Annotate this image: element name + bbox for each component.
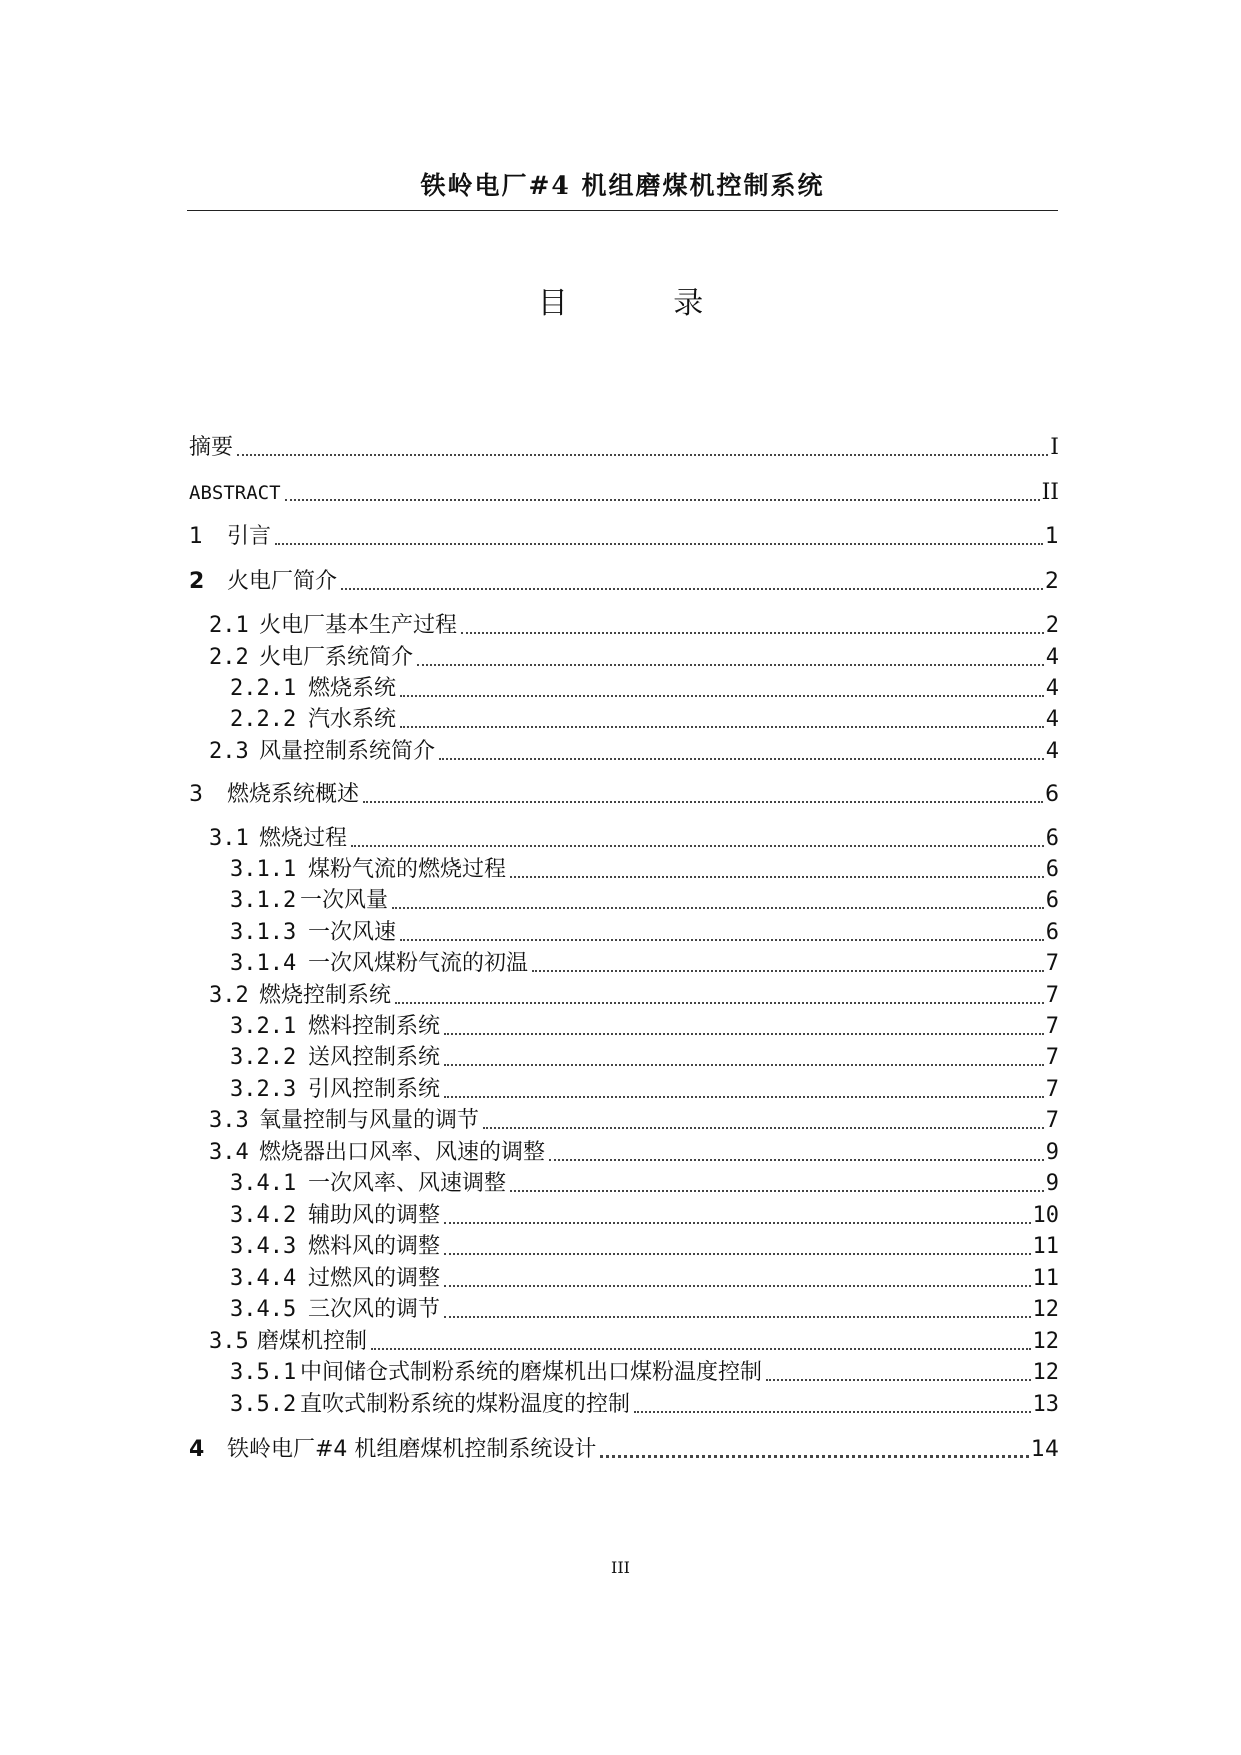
toc-entry-label: 引言 [227,524,272,549]
toc-entry-page: 2 [1045,613,1059,638]
toc-entry-subsection-3-4-2[interactable] [189,1200,1059,1230]
toc-entry-label: 燃料风的调整 [308,1234,441,1259]
toc-entry-page: 4 [1045,739,1059,764]
toc-entry-section-2-3[interactable] [189,736,1059,766]
toc-entry-page: 9 [1045,1140,1059,1165]
toc-entry-page: 6 [1045,888,1059,913]
dot-leader [510,872,1044,878]
toc-entry-page: 12 [1032,1329,1059,1354]
toc-entry-subsection-3-5-1[interactable] [189,1357,1059,1387]
dot-leader [351,841,1044,847]
toc-entry-number: 3.5 [209,1329,249,1354]
dot-leader [444,1092,1044,1098]
toc-entry-label: 氧量控制与风量的调节 [259,1108,480,1133]
toc-entry-page: 10 [1032,1203,1059,1228]
toc-entry-chapter-3[interactable] [189,779,1059,809]
toc-entry-page: 7 [1045,1077,1059,1102]
dot-leader [444,1312,1030,1318]
toc-entry-page: 1 [1045,524,1059,549]
toc-entry-label: 燃烧控制系统 [259,983,392,1008]
toc-entry-page: 6 [1045,920,1059,945]
toc-entry-page: 13 [1032,1392,1059,1417]
toc-entry-page: 7 [1045,1108,1059,1133]
toc-entry-page: II [1041,480,1059,505]
toc-entry-label: ABSTRACT [189,482,281,504]
toc-entry-section-2-2[interactable] [189,642,1059,672]
dot-leader [392,903,1044,909]
toc-entry-number: 2.1 [209,613,249,638]
toc-entry-label: 煤粉气流的燃烧过程 [308,857,507,882]
toc-entry-label: 摘要 [189,435,234,460]
toc-entry-page: 7 [1045,1045,1059,1070]
toc-entry-page: 4 [1045,645,1059,670]
toc-entry-number: 3.5.1 [230,1360,297,1385]
dot-leader [444,1249,1030,1255]
toc-entry-subsection-3-4-1[interactable] [189,1168,1059,1198]
toc-entry-label: 燃烧系统 [308,676,397,701]
toc-entry-number: 2.3 [209,739,249,764]
dot-leader [371,1344,1030,1350]
toc-entry-subsection-3-1-1[interactable] [189,854,1059,884]
toc-entry-number: 3.4.1 [230,1171,297,1196]
toc-entry-page: 11 [1032,1266,1059,1291]
toc-entry-page: 6 [1045,782,1059,807]
toc-entry-number: 3.2.1 [230,1014,297,1039]
toc-entry-section-3-3[interactable] [189,1105,1059,1135]
toc-entry-subsection-3-2-2[interactable] [189,1042,1059,1072]
toc-entry-number: 3.4.5 [230,1297,297,1322]
dot-leader [532,966,1044,972]
toc-entry-label: 引风控制系统 [308,1077,441,1102]
toc-entry-number: 3.4 [209,1140,249,1165]
toc-title: 目 录 [537,286,752,321]
toc-entry-subsection-3-1-4[interactable] [189,948,1059,978]
page-number: III [611,1558,630,1577]
toc-entry-page: 4 [1045,707,1059,732]
running-header-title: 铁岭电厂#4 机组磨煤机控制系统 [420,171,825,200]
dot-leader [600,1451,1029,1458]
dot-leader [439,754,1044,760]
toc-entry-label: 燃烧系统概述 [227,782,360,807]
dot-leader [395,998,1044,1004]
toc-entry-number: 3.1 [209,826,249,851]
toc-entry-label: 送风控制系统 [308,1045,441,1070]
toc-entry-label: 直吹式制粉系统的煤粉温度的控制 [300,1392,631,1417]
toc-entry-number: 1 [189,524,203,549]
toc-entry-number: 3.4.3 [230,1234,297,1259]
toc-entry-page: 7 [1045,983,1059,1008]
dot-leader [510,1186,1044,1192]
toc-entry-subsection-3-2-3[interactable] [189,1074,1059,1104]
toc-entry-number: 3.2.3 [230,1077,297,1102]
toc-entry-label: 火电厂系统简介 [259,645,414,670]
toc-entry-number: 3.1.2 [230,888,297,913]
toc-entry-page: 7 [1045,951,1059,976]
toc-entry-label: 燃烧器出口风率、风速的调整 [259,1140,546,1165]
toc-entry-subsection-3-4-3[interactable] [189,1231,1059,1261]
toc-entry-page: 11 [1032,1234,1059,1259]
toc-entry-page: 12 [1032,1297,1059,1322]
toc-entry-section-3-1[interactable] [189,823,1059,853]
toc-entry-label: 磨煤机控制 [257,1329,368,1354]
dot-leader [549,1155,1044,1161]
toc-entry-number: 3.4.2 [230,1203,297,1228]
toc-entry-subsection-3-4-5[interactable] [189,1294,1059,1324]
dot-leader [400,722,1044,728]
toc-entry-label: 中间储仓式制粉系统的磨煤机出口煤粉温度控制 [300,1360,763,1385]
toc-entry-label: 燃烧过程 [259,826,348,851]
toc-entry-chapter-4[interactable] [189,1434,1059,1464]
dot-leader [444,1060,1044,1066]
toc-entry-subsection-2-2-2[interactable] [189,704,1059,734]
toc-entry-label: 过燃风的调整 [308,1266,441,1291]
toc-entry-subsection-2-2-1[interactable] [189,673,1059,703]
toc-entry-label: 风量控制系统简介 [259,739,436,764]
toc-entry-label: 汽水系统 [308,707,397,732]
dot-leader [461,628,1044,634]
toc-entry-number: 4 [189,1437,205,1462]
toc-entry-number: 3.1.1 [230,857,297,882]
toc-entry-chapter-2[interactable] [189,566,1059,596]
toc-entry-page: 6 [1045,826,1059,851]
dot-leader [400,691,1044,697]
toc-entry-page: 2 [1045,569,1059,594]
toc-entry-abstract-cn[interactable] [189,432,1059,462]
dot-leader [766,1375,1030,1381]
toc-entry-label: 火电厂简介 [227,569,338,594]
toc-entry-label: 辅助风的调整 [308,1203,441,1228]
toc-entry-page: 14 [1031,1437,1059,1462]
toc-entry-number: 2.2 [209,645,249,670]
toc-entry-section-3-4[interactable] [189,1137,1059,1167]
toc-entry-label: 铁岭电厂#4 机组磨煤机控制系统设计 [227,1437,597,1462]
toc-entry-number: 3.2 [209,983,249,1008]
toc-entry-section-2-1[interactable] [189,610,1059,640]
toc-entry-number: 3.1.3 [230,920,297,945]
toc-entry-number: 2.2.1 [230,676,297,701]
toc-entry-number: 3.2.2 [230,1045,297,1070]
toc-entry-number: 3.3 [209,1108,249,1133]
toc-entry-subsection-3-5-2[interactable] [189,1389,1059,1419]
toc-entry-page: 12 [1032,1360,1059,1385]
toc-entry-section-3-2[interactable] [189,980,1059,1010]
toc-entry-page: 6 [1045,857,1059,882]
header-rule [187,210,1058,211]
toc-entry-label: 一次风率、风速调整 [308,1171,507,1196]
toc-entry-page: I [1050,435,1059,460]
dot-leader [285,495,1040,501]
toc-entry-page: 4 [1045,676,1059,701]
toc-entry-page: 7 [1045,1014,1059,1039]
dot-leader [444,1281,1030,1287]
dot-leader [444,1218,1030,1224]
toc-entry-number: 3.4.4 [230,1266,297,1291]
toc-entry-page: 9 [1045,1171,1059,1196]
toc-entry-chapter-1[interactable] [189,521,1059,551]
toc-entry-label: 火电厂基本生产过程 [259,613,458,638]
toc-entry-label: 一次风速 [308,920,397,945]
toc-entry-subsection-3-1-3[interactable] [189,917,1059,947]
toc-entry-subsection-3-1-2[interactable] [189,885,1059,915]
toc-entry-label: 燃料控制系统 [308,1014,441,1039]
dot-leader [483,1123,1044,1129]
dot-leader [363,797,1043,803]
dot-leader [237,450,1048,456]
toc-entry-label: 三次风的调节 [308,1297,441,1322]
toc-entry-section-3-5[interactable] [189,1326,1059,1356]
toc-entry-subsection-3-2-1[interactable] [189,1011,1059,1041]
dot-leader [341,584,1043,590]
toc-entry-subsection-3-4-4[interactable] [189,1263,1059,1293]
toc-entry-number: 3 [189,782,203,807]
toc-entry-number: 3.5.2 [230,1392,297,1417]
dot-leader [634,1407,1030,1413]
toc-entry-number: 2 [189,569,205,594]
dot-leader [275,539,1043,545]
dot-leader [444,1029,1044,1035]
toc-entry-label: 一次风煤粉气流的初温 [308,951,529,976]
toc-entry-abstract-en[interactable] [189,477,1059,507]
dot-leader [400,935,1044,941]
toc-entry-number: 3.1.4 [230,951,297,976]
toc-entry-number: 2.2.2 [230,707,297,732]
dot-leader [417,660,1044,666]
toc-entry-label: 一次风量 [300,888,389,913]
